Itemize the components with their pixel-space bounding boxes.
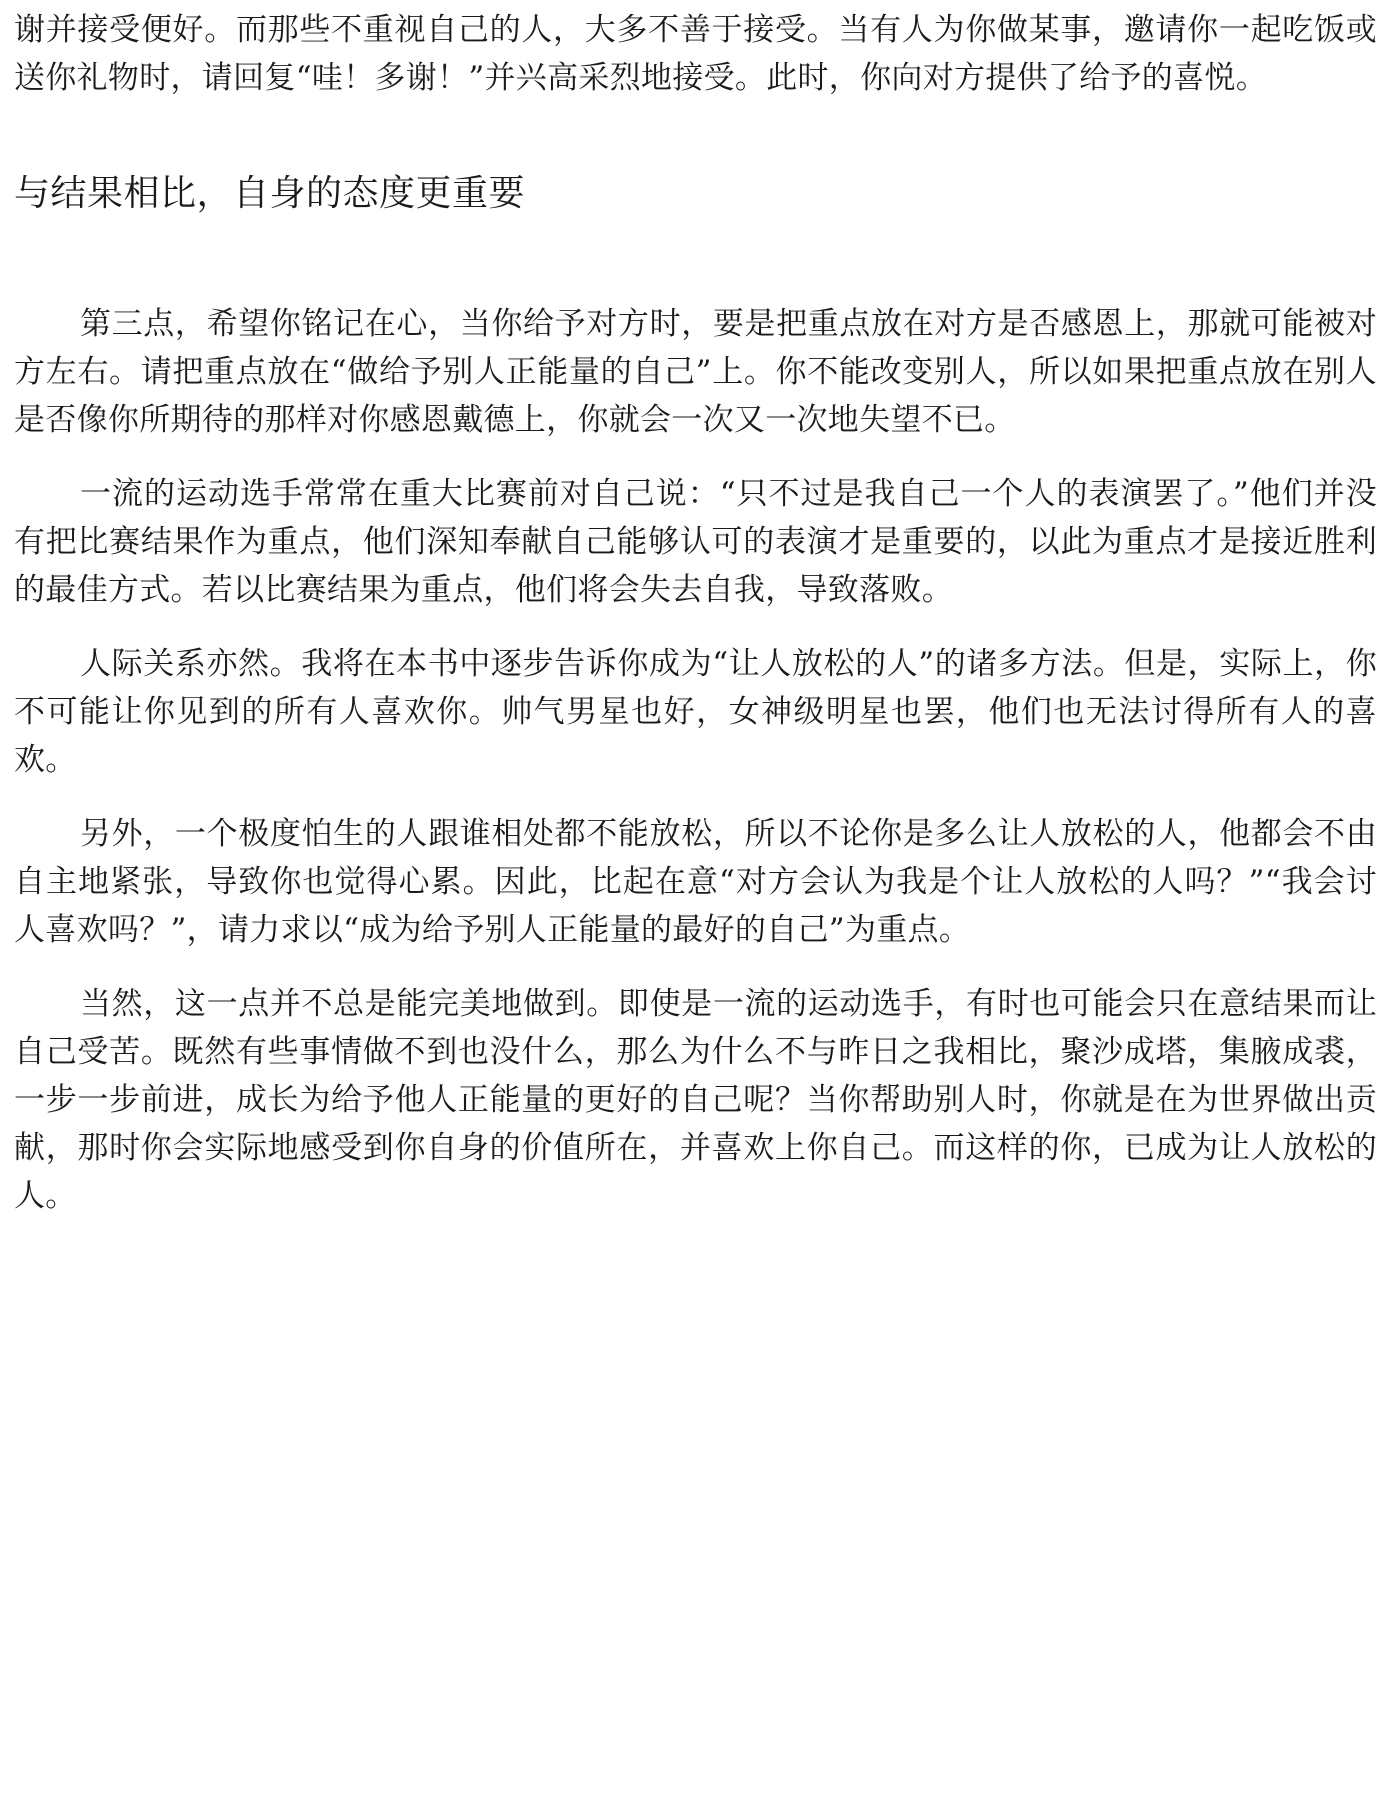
intro-paragraph: 谢并接受便好。而那些不重视自己的人，大多不善于接受。当有人为你做某事，邀请你一起吃饭或送你礼物时，请回复“哇！多谢！”并兴高采烈地接受。此时，你向对方提供了给予的喜悦。: [14, 12, 1377, 96]
document-page: [14, 0, 1377, 1220]
body-paragraph-3: 人际关系亦然。我将在本书中逐步告诉你成为“让人放松的人”的诸多方法。但是，实际上，你不可能让你见到的所有人喜欢你。帅气男星也好，女神级明星也罢，他们也无法讨得所有人的喜欢。: [14, 646, 1377, 778]
body-paragraph-1: 第三点，希望你铭记在心，当你给予对方时，要是把重点放在对方是否感恩上，那就可能被对方左右。请把重点放在“做给予别人正能量的自己”上。你不能改变别人，所以如果把重点放在别人是否像你所期待的那样对你感恩戴德上，你就会一次又一次地失望不已。: [14, 306, 1377, 438]
body-paragraph-4: 另外，一个极度怕生的人跟谁相处都不能放松，所以不论你是多么让人放松的人，他都会不由自主地紧张，导致你也觉得心累。因此，比起在意“对方会认为我是个让人放松的人吗？”“我会讨人喜欢吗？”，请力求以“成为给予别人正能量的最好的自己”为重点。: [14, 816, 1377, 948]
section-heading: 与结果相比，自身的态度更重要: [14, 173, 526, 214]
body-paragraph-5: 当然，这一点并不总是能完美地做到。即使是一流的运动选手，有时也可能会只在意结果而让自己受苦。既然有些事情做不到也没什么，那么为什么不与昨日之我相比，聚沙成塔，集腋成裘，一步一步前进，成长为给予他人正能量的更好的自己呢？当你帮助别人时，你就是在为世界做出贡献，那时你会实际地感受到你自身的价值所在，并喜欢上你自己。而这样的你，已成为让人放松的人。: [14, 986, 1377, 1214]
body-paragraph-2: 一流的运动选手常常在重大比赛前对自己说：“只不过是我自己一个人的表演罢了。”他们并没有把比赛结果作为重点，他们深知奉献自己能够认可的表演才是重要的，以此为重点才是接近胜利的最佳方式。若以比赛结果为重点，他们将会失去自我，导致落败。: [14, 476, 1377, 608]
